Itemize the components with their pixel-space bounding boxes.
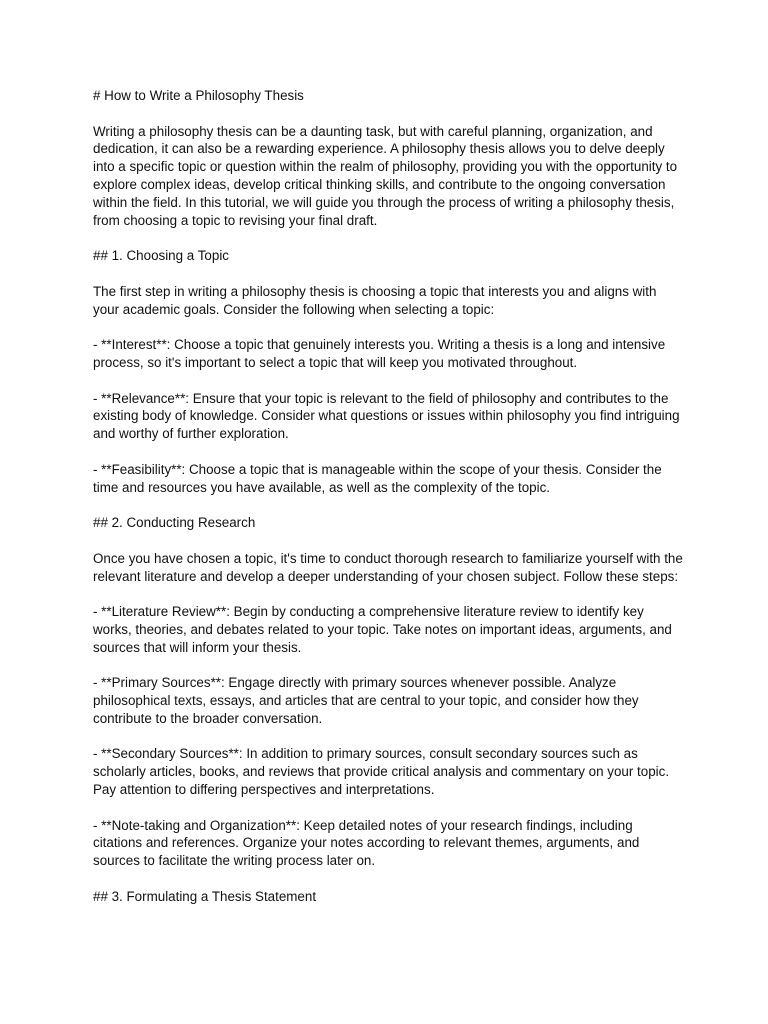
list-item-literature-review: - **Literature Review**: Begin by conducting a comprehensive literature review to identify key works, theories, and debates related to your topic. Take notes on important ideas, arguments, and sources that will inform your thesis.	[93, 604, 672, 655]
list-item-feasibility: - **Feasibility**: Choose a topic that is manageable within the scope of your thesis. Consider the time and resources you have available, as well as the complexity of the topic.	[93, 461, 662, 495]
section-intro-conducting-research: Once you have chosen a topic, it's time to conduct thorough research to familiarize yourself with the relevant literature and develop a deeper understanding of your chosen subject. Follow these steps:	[93, 550, 683, 584]
section-heading-choosing-topic: ## 1. Choosing a Topic	[93, 248, 229, 264]
list-item-relevance: - **Relevance**: Ensure that your topic is relevant to the field of philosophy and contributes to the existing body of knowledge. Consider what questions or issues within philosophy you find intriguing and worthy of further exploration.	[93, 390, 680, 442]
section-heading-conducting-research: ## 2. Conducting Research	[93, 515, 256, 531]
list-item-interest: - **Interest**: Choose a topic that genuinely interests you. Writing a thesis is a long and intensive process, so it's important to select a topic that will keep you motivated throughout.	[93, 337, 666, 370]
intro-paragraph: Writing a philosophy thesis can be a daunting task, but with careful planning, organization, and dedication, it can also be a rewarding experience. A philosophy thesis allows you to delve deeply into a specific topic or question within the realm of philosophy, providing you with the opportunity to explore complex ideas, develop critical thinking skills, and contribute to the ongoing conversation within the field. In this tutorial, we will guide you through the process of writing a philosophy thesis, from choosing a topic to revising your final draft.	[93, 123, 678, 228]
list-item-note-taking: - **Note-taking and Organization**: Keep detailed notes of your research findings, including citations and references. Organize your notes according to relevant themes, arguments, and sources to facilitate the writing process later on.	[93, 817, 640, 869]
section-intro-choosing-topic: The first step in writing a philosophy thesis is choosing a topic that interests you and aligns with your academic goals. Consider the following when selecting a topic:	[93, 283, 657, 317]
section-heading-thesis-statement: ## 3. Formulating a Thesis Statement	[93, 888, 317, 904]
document-page	[93, 87, 683, 923]
document-title: # How to Write a Philosophy Thesis	[93, 88, 304, 103]
list-item-secondary-sources: - **Secondary Sources**: In addition to primary sources, consult secondary sources such as scholarly articles, books, and reviews that provide critical analysis and commentary on your topic. Pay attention to differing perspectives and interpretations.	[93, 746, 670, 798]
list-item-primary-sources: - **Primary Sources**: Engage directly with primary sources whenever possible. Analyze philosophical texts, essays, and articles that are central to your topic, and consider how they contribute to the broader conversation.	[93, 675, 639, 726]
